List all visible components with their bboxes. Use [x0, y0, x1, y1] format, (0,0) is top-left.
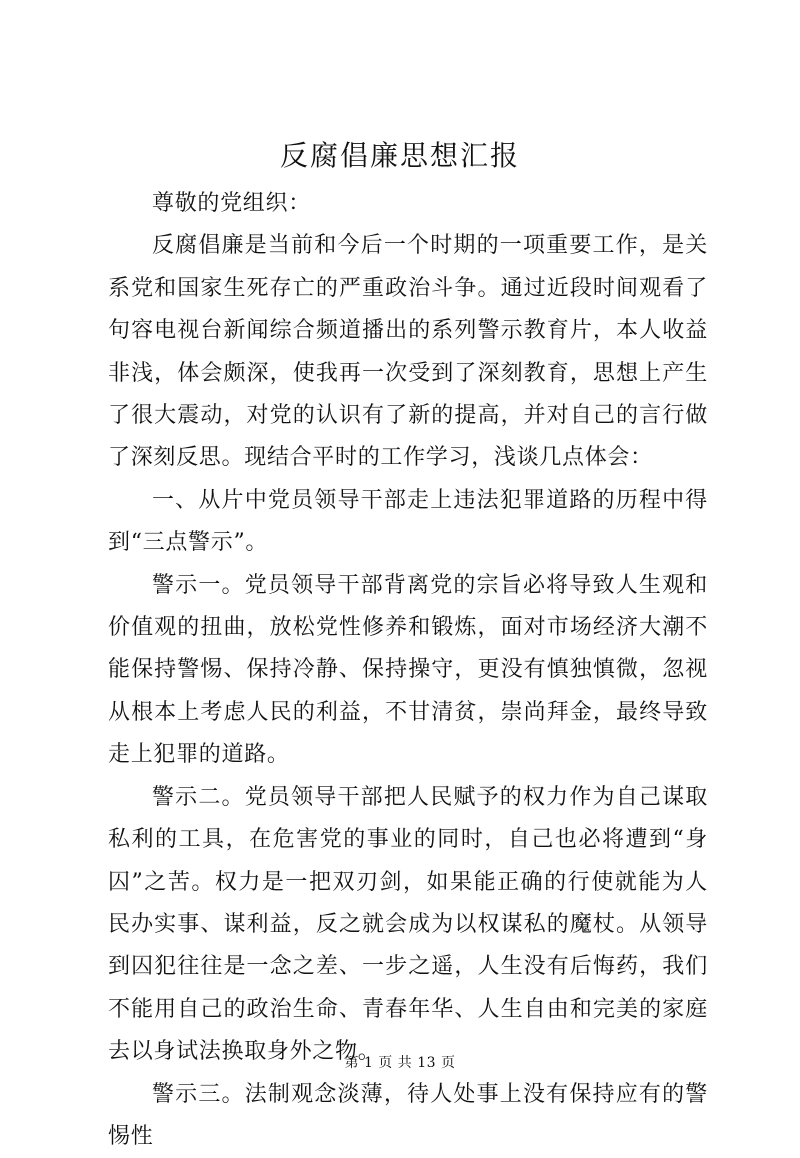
paragraph-warning-one: 警示一。党员领导干部背离党的宗旨必将导致人生观和价值观的扭曲，放松党性修养和锻炼，面对市场经济大潮不能保持警惕、保持冷静、保持操守，更没有慎独慎微，忽视从根本上考虑人民的利益，不甘清贫，崇尚拜金，最终导致走上犯罪的道路。 — [108, 572, 708, 768]
paragraph-warning-three: 警示三。法制观念淡薄，待人处事上没有保持应有的警惕性 — [108, 1081, 708, 1149]
paragraph-warning-two: 警示二。党员领导干部把人民赋予的权力作为自己谋取私利的工具，在危害党的事业的同时，自己也必将遭到“身囚”之苦。权力是一把双刃剑，如果能正确的行使就能为人民办实事、谋利益，反之就会成为以权谋私的魔杖。从领导到囚犯往往是一念之差、一步之遥，人生没有后悔药，我们不能用自己的政治生命、青春年华、人生自由和完美的家庭去以身试法换取身外之物。 — [108, 784, 708, 1065]
document-title: 反腐倡廉思想汇报 — [279, 139, 520, 172]
page-footer: 第 1 页 共 13 页 — [344, 1055, 456, 1071]
paragraph-section-heading: 一、从片中党员领导干部走上违法犯罪道路的历程中得到“三点警示”。 — [108, 487, 708, 556]
document-body — [108, 183, 708, 1158]
paragraph-intro: 反腐倡廉是当前和今后一个时期的一项重要工作，是关系党和国家生死存亡的严重政治斗争。通过近段时间观看了句容电视台新闻综合频道播出的系列警示教育片，本人收益非浅，体会颇深，使我再一次受到了深刻教育，思想上产生了很大震动，对党的认识有了新的提高，并对自己的言行做了深刻反思。现结合平时的工作学习，浅谈几点体会： — [108, 233, 708, 471]
salutation: 尊敬的党组织： — [152, 191, 311, 216]
